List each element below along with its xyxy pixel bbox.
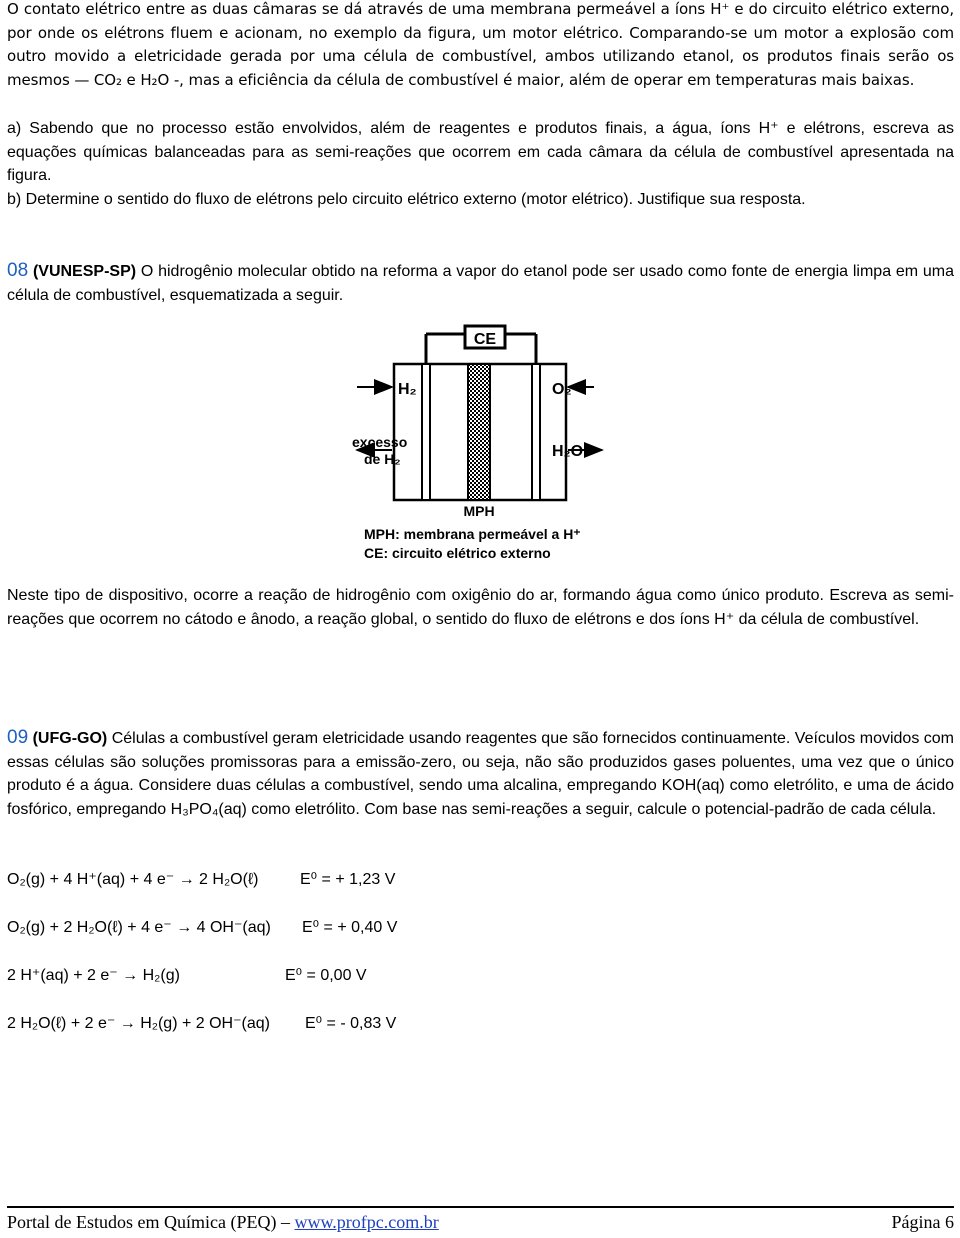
standard-potential: E⁰ = + 0,40 V xyxy=(302,919,398,936)
question-text: O hidrogênio molecular obtido na reforma a vapor do etanol pode ser usado como fonte de energia limpa em uma célula de combustível, esquematizada a seguir. xyxy=(7,263,955,304)
reaction: O₂(g) + 2 H₂O(ℓ) + 4 e⁻ → 4 OH⁻(aq) xyxy=(7,919,271,936)
cathode-electrode xyxy=(532,364,540,500)
legend-mph: MPH: membrana permeável a H⁺ xyxy=(364,526,581,542)
half-reaction-2 xyxy=(7,917,398,937)
question-number: 09 xyxy=(7,727,29,748)
mph-label: MPH xyxy=(463,503,495,519)
anode-electrode xyxy=(422,364,430,500)
h2o-label: H₂O xyxy=(552,443,584,460)
standard-potential: E⁰ = + 1,23 V xyxy=(300,871,396,888)
question-b: b) Determine o sentido do fluxo de elétrons pelo circuito elétrico externo (motor elétrico). Justifique sua resposta. xyxy=(7,191,806,208)
question-09 xyxy=(7,726,954,821)
half-reaction-1 xyxy=(7,869,396,889)
footer-divider xyxy=(7,1206,954,1208)
question-a: a) Sabendo que no processo estão envolvidos, além de reagentes e produtos finais, a água, íons H⁺ e elétrons, escreva as equações químicas balanceadas para as semi-reações que ocorrem em cada câmara da célula de combustível apresentada na figura. xyxy=(7,120,954,184)
half-reaction-3 xyxy=(7,965,367,985)
reaction: O₂(g) + 4 H⁺(aq) + 4 e⁻ → 2 H₂O(ℓ) xyxy=(7,871,259,888)
ce-label: CE xyxy=(473,331,497,348)
reaction: 2 H⁺(aq) + 2 e⁻ → H₂(g) xyxy=(7,967,180,984)
reaction: 2 H₂O(ℓ) + 2 e⁻ → H₂(g) + 2 OH⁻(aq) xyxy=(7,1015,270,1032)
fuel-cell-diagram xyxy=(340,324,620,569)
excess-label-line2: de H₂ xyxy=(364,451,401,467)
standard-potential: E⁰ = - 0,83 V xyxy=(305,1015,397,1032)
footer-title: Portal de Estudos em Química (PEQ) – xyxy=(7,1212,290,1232)
page-footer xyxy=(7,1212,954,1238)
standard-potential: E⁰ = 0,00 V xyxy=(285,967,367,984)
question-08 xyxy=(7,259,954,307)
legend-ce: CE: circuito elétrico externo xyxy=(364,545,551,561)
h2-label: H₂ xyxy=(398,381,417,398)
footer-website-link[interactable]: www.profpc.com.br xyxy=(294,1212,439,1232)
question-08-instructions: Neste tipo de dispositivo, ocorre a reação de hidrogênio com oxigênio do ar, formando água como único produto. Escreva as semi-reações que ocorrem no cátodo e ânodo, a reação global, o sentido do fluxo de elétrons e dos íons H⁺ da célula de combustível. xyxy=(7,587,954,628)
proton-membrane xyxy=(468,364,490,500)
external-circuit xyxy=(426,326,536,364)
o2-label: O₂ xyxy=(552,381,572,398)
question-text: Células a combustível geram eletricidade usando reagentes que são fornecidos continuamente. Veículos movidos com essas células são soluções promissoras para a emissão-zero, ou seja, não são produzidos gases poluentes, uma vez que o único produto é a água. Considere duas células a combustível, sendo uma alcalina, empregando KOH(aq) como eletrólito, e uma de ácido fosfórico, empregando H₃PO₄(aq) como eletrólito. Com base nas semi-reações a seguir, calcule o potencial-padrão de cada célula. xyxy=(7,730,954,818)
question-source: (UFG-GO) xyxy=(32,730,108,747)
half-reaction-4 xyxy=(7,1013,397,1033)
intro-paragraph: O contato elétrico entre as duas câmaras se dá através de uma membrana permeável a íons H⁺ e do circuito elétrico externo, por onde os elétrons fluem e acionam, no exemplo da figura, um motor elétrico. Comparando-se um motor a explosão com outro movido a eletricidade gerada por uma célula de combustível, ambos utilizando etanol, os produtos finais serão os mesmos — CO₂ e H₂O -, mas a eficiência da célula de combustível é maior, além de operar em temperaturas mais baixas. xyxy=(7,0,954,89)
question-number: 08 xyxy=(7,260,29,281)
excess-label-line1: excesso xyxy=(352,434,408,450)
page-number: Página 6 xyxy=(891,1212,954,1232)
question-source: (VUNESP-SP) xyxy=(32,263,137,280)
